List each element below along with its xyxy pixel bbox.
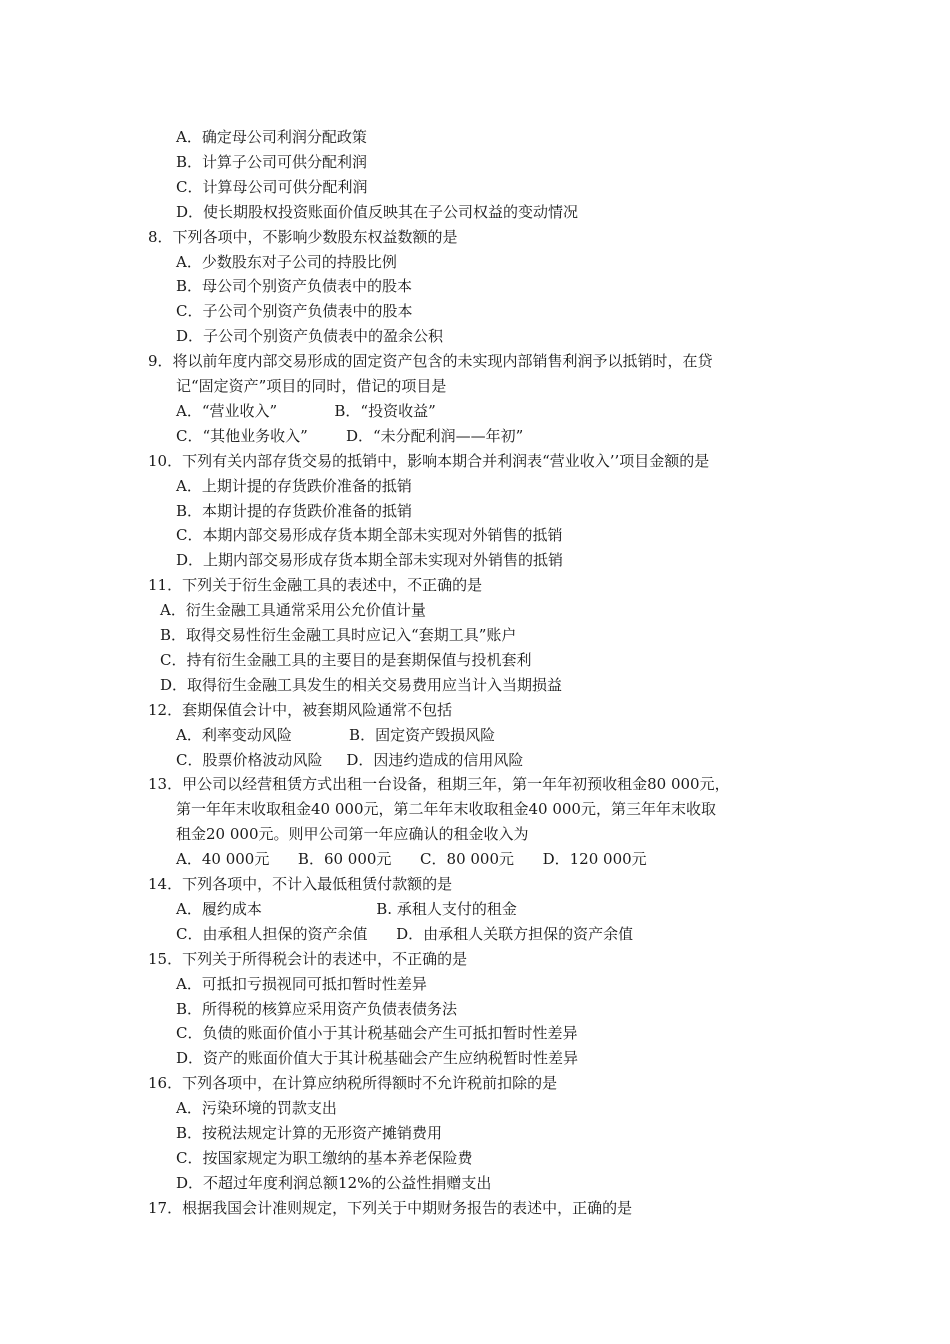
answer-option: D．使长期股权投资账面价值反映其在子公司权益的变动情况 <box>176 202 579 221</box>
answer-option: D．资产的账面价值大于其计税基础会产生应纳税暂时性差异 <box>176 1049 579 1068</box>
answer-option: B．母公司个别资产负债表中的股本 <box>176 277 413 296</box>
answer-option: B．本期计提的存货跌价准备的抵销 <box>176 501 413 520</box>
answer-option: B．计算子公司可供分配利润 <box>176 152 368 171</box>
question-stem: 14．下列各项中，不计入最低租赁付款额的是 <box>148 875 453 893</box>
answer-option: B．按税法规定计算的无形资产摊销费用 <box>176 1124 443 1142</box>
answer-option: C．持有衍生金融工具的主要目的是套期保值与投机套利 <box>160 650 532 669</box>
answer-option: D．不超过年度利润总额12%的公益性捐赠支出 <box>176 1173 492 1192</box>
answer-option: C．由承租人担保的资产余值 D．由承租人关联方担保的资产余值 <box>176 924 634 943</box>
question-stem: 15．下列关于所得税会计的表述中，不正确的是 <box>148 949 468 968</box>
question-stem: 17．根据我国会计准则规定，下列关于中期财务报告的表述中，正确的是 <box>148 1198 633 1217</box>
answer-option: C．按国家规定为职工缴纳的基本养老保险费 <box>176 1148 473 1167</box>
answer-option: C．负债的账面价值小于其计税基础会产生可抵扣暂时性差异 <box>176 1024 578 1043</box>
question-stem: 12．套期保值会计中，被套期风险通常不包括 <box>148 700 453 719</box>
answer-option: A．履约成本 B. 承租人支付的租金 <box>176 899 517 918</box>
answer-option: A．40 000元 B．60 000元 C．80 000元 D．120 000元 <box>176 850 647 869</box>
answer-option: 租金20 000元。则甲公司第一年应确认的租金收入为 <box>176 825 529 844</box>
answer-option: A．少数股东对子公司的持股比例 <box>176 252 397 271</box>
answer-option: A．可抵扣亏损视同可抵扣暂时性差异 <box>176 974 427 993</box>
answer-option: A．上期计提的存货跌价准备的抵销 <box>176 476 412 495</box>
answer-option: A．污染环境的罚款支出 <box>176 1099 337 1118</box>
question-stem: 11．下列关于衍生金融工具的表述中，不正确的是 <box>148 576 483 595</box>
answer-option: C．计算母公司可供分配利润 <box>176 177 368 196</box>
answer-option: C．“其他业务收入” D．“未分配利润——年初” <box>176 426 524 445</box>
question-stem: 16．下列各项中，在计算应纳税所得额时不允许税前扣除的是 <box>148 1074 558 1093</box>
question-stem: 13．甲公司以经营租赁方式出租一台设备，租期三年，第一年年初预收租金80 000元， <box>148 775 730 794</box>
answer-option: A．确定母公司利润分配政策 <box>176 128 367 146</box>
answer-option: D．子公司个别资产负债表中的盈余公积 <box>176 327 444 346</box>
answer-option: A．“营业收入” B．“投资收益” <box>176 401 436 420</box>
answer-option: B．取得交易性衍生金融工具时应记入“套期工具”账户 <box>160 626 517 644</box>
answer-option: C．本期内部交易形成存货本期全部未实现对外销售的抵销 <box>176 526 563 545</box>
answer-option: D．上期内部交易形成存货本期全部未实现对外销售的抵销 <box>176 551 564 570</box>
question-stem: 9．将以前年度内部交易形成的固定资产包含的未实现内部销售利润予以抵销时，在贷 <box>148 352 713 371</box>
answer-option: 记“固定资产”项目的同时，借记的项目是 <box>176 377 447 395</box>
question-stem: 10．下列有关内部存货交易的抵销中，影响本期合并利润表“营业收入’’项目金额的是 <box>148 451 710 470</box>
answer-option: A．衍生金融工具通常采用公允价值计量 <box>160 601 426 620</box>
answer-option: B．所得税的核算应采用资产负债表债务法 <box>176 999 458 1018</box>
answer-option: A．利率变动风险 B．固定资产毁损风险 <box>176 725 496 744</box>
answer-option: 第一年年末收取租金40 000元，第二年年末收取租金40 000元，第三年年末收取 <box>176 800 716 819</box>
question-stem: 8．下列各项中，不影响少数股东权益数额的是 <box>148 227 458 246</box>
answer-option: D．取得衍生金融工具发生的相关交易费用应当计入当期损益 <box>160 675 563 694</box>
answer-option: C．股票价格波动风险 D．因违约造成的信用风险 <box>176 750 524 769</box>
answer-option: C．子公司个别资产负债表中的股本 <box>176 302 413 321</box>
